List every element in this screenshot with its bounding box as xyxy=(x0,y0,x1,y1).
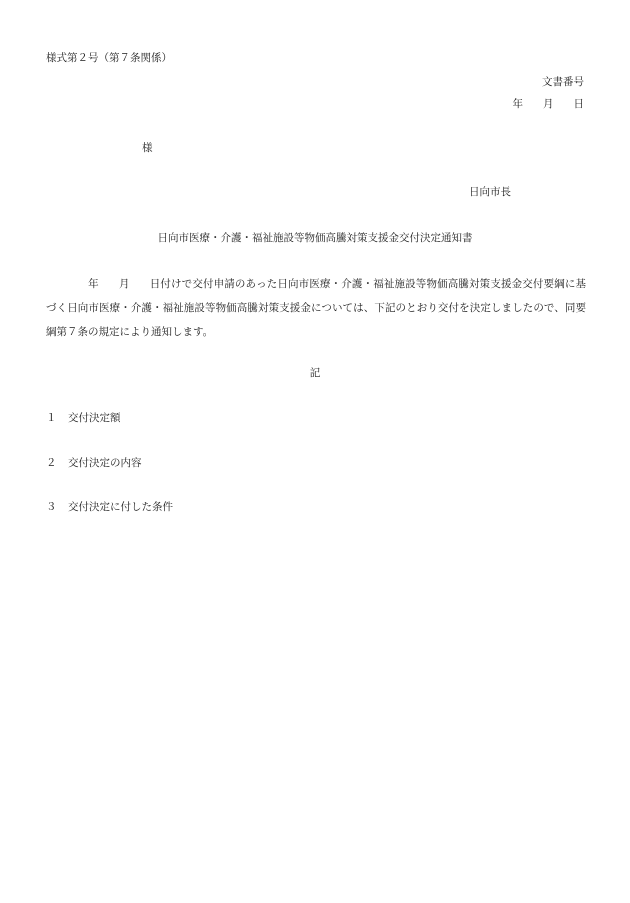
sender-name: 日向市長 xyxy=(469,186,511,198)
item-number: ２ xyxy=(46,457,57,469)
list-item xyxy=(46,500,173,514)
date-month: 月 xyxy=(543,98,554,110)
issue-date xyxy=(513,97,585,111)
ki-heading: 記 xyxy=(309,367,321,379)
body-paragraph xyxy=(46,272,586,344)
body-date-month: 月 xyxy=(118,278,130,290)
form-number: 様式第２号（第７条関係） xyxy=(46,52,172,64)
date-day: 日 xyxy=(573,98,584,110)
item-number: １ xyxy=(46,412,57,424)
list-item xyxy=(46,456,142,470)
item-label: 交付決定の内容 xyxy=(68,457,142,469)
body-text: 日付けで交付申請のあった日向市医療・介護・福祉施設等物価高騰対策支援金交付要綱に基づく日向市医療・介護・福祉施設等物価高騰対策支援金については、下記のとおり交付を決定しましたので、同要綱第７条の規定により通知します。 xyxy=(46,278,586,338)
date-year: 年 xyxy=(512,98,523,110)
item-label: 交付決定額 xyxy=(68,412,121,424)
document-title: 日向市医療・介護・福祉施設等物価高騰対策支援金交付決定通知書 xyxy=(157,232,473,244)
body-date-year: 年 xyxy=(88,278,99,290)
addressee-honorific: 様 xyxy=(142,142,153,154)
item-label: 交付決定に付した条件 xyxy=(68,501,173,513)
document-number-label: 文書番号 xyxy=(542,76,584,88)
item-number: ３ xyxy=(46,501,57,513)
list-item xyxy=(46,411,121,425)
